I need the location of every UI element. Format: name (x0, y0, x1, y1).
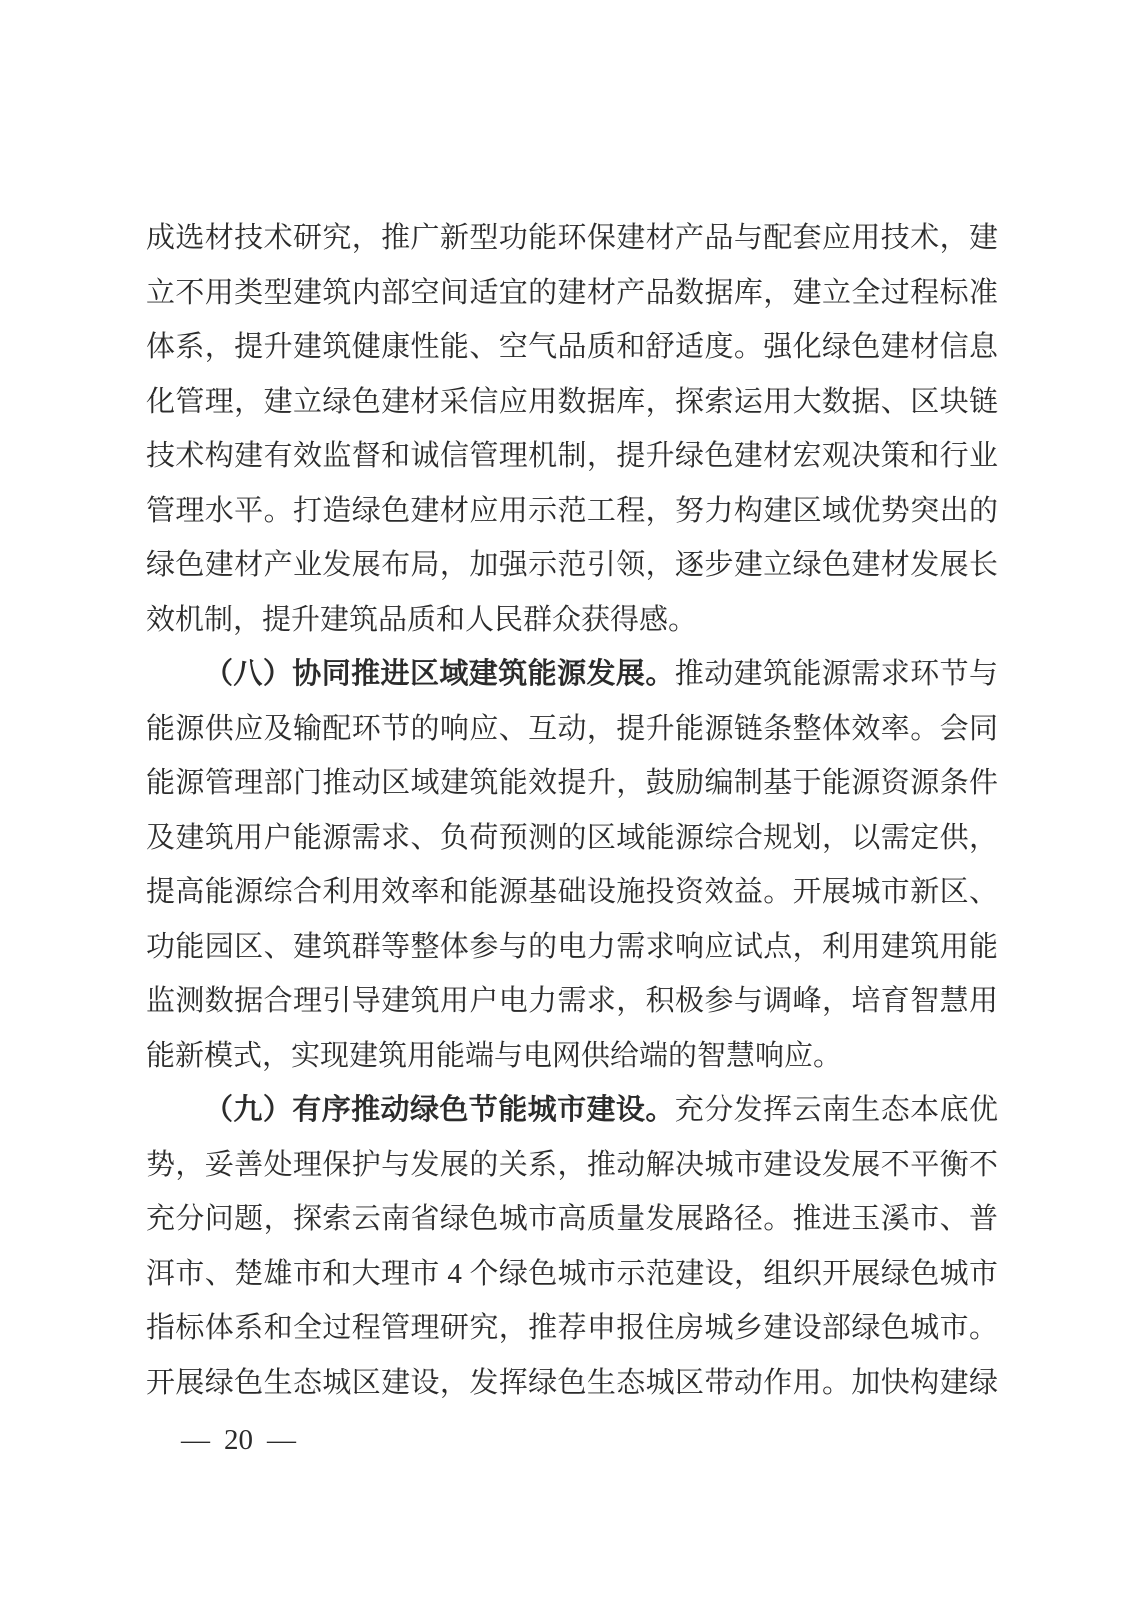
section-heading-run: （九）有序推动绿色节能城市建设。 (204, 1094, 675, 1126)
text-run: 成选材技术研究，推广新型功能环保建材产品与配套应用技术，建 (146, 222, 998, 254)
text-run: 提高能源综合利用效率和能源基础设施投资效益。开展城市新区、 (146, 876, 998, 908)
text-line (146, 974, 998, 1029)
text-run: 技术构建有效监督和诚信管理机制，提升绿色建材宏观决策和行业 (146, 440, 998, 472)
text-line (146, 865, 998, 920)
text-run: 能源管理部门推动区域建筑能效提升，鼓励编制基于能源资源条件 (146, 767, 998, 799)
text-line (146, 811, 998, 866)
text-run: 能新模式，实现建筑用能端与电网供给端的智慧响应。 (146, 1039, 843, 1072)
text-run: 充分发挥云南生态本底优 (674, 1094, 998, 1126)
text-run: 绿色建材产业发展布局，加强示范引领，逐步建立绿色建材发展长 (146, 549, 998, 581)
page-footer (181, 1413, 296, 1467)
document-body (146, 211, 998, 1410)
text-run: 推动建筑能源需求环节与 (674, 658, 998, 690)
text-run: 功能园区、建筑群等整体参与的电力需求响应试点，利用建筑用能 (146, 930, 998, 963)
section-heading-run: （八）协同推进区域建筑能源发展。 (204, 658, 675, 690)
text-line (146, 1029, 998, 1084)
text-run: 指标体系和全过程管理研究，推荐申报住房城乡建设部绿色城市。 (146, 1312, 998, 1344)
text-line (146, 211, 998, 266)
text-line (146, 1138, 998, 1193)
text-run: 效机制，提升建筑品质和人民群众获得感。 (146, 603, 698, 636)
footer-dash-right: — (267, 1424, 296, 1456)
text-line (146, 266, 998, 321)
text-run: 能源供应及输配环节的响应、互动，提升能源链条整体效率。会同 (146, 712, 998, 745)
text-run: 及建筑用户能源需求、负荷预测的区域能源综合规划，以需定供， (146, 821, 998, 854)
text-line (146, 1356, 998, 1411)
text-line (146, 593, 998, 648)
page-number: 20 (224, 1424, 253, 1456)
text-line (146, 1083, 998, 1138)
text-line (146, 647, 998, 702)
text-line (146, 756, 998, 811)
text-line (146, 1247, 998, 1302)
text-run: 管理水平。打造绿色建材应用示范工程，努力构建区域优势突出的 (146, 494, 998, 527)
text-line (146, 538, 998, 593)
text-run: 开展绿色生态城区建设，发挥绿色生态城区带动作用。加快构建绿 (146, 1366, 998, 1399)
text-line (146, 1301, 998, 1356)
text-run: 立不用类型建筑内部空间适宜的建材产品数据库，建立全过程标准 (146, 276, 998, 309)
text-line (146, 702, 998, 757)
text-run: 监测数据合理引导建筑用户电力需求，积极参与调峰，培育智慧用 (146, 985, 998, 1017)
text-line (146, 484, 998, 539)
text-run: 洱市、楚雄市和大理市 4 个绿色城市示范建设，组织开展绿色城市 (146, 1257, 998, 1290)
text-line (146, 1192, 998, 1247)
text-line (146, 320, 998, 375)
text-line (146, 375, 998, 430)
footer-dash-left: — (181, 1424, 210, 1456)
text-run: 化管理，建立绿色建材采信应用数据库，探索运用大数据、区块链 (146, 385, 998, 418)
text-run: 充分问题，探索云南省绿色城市高质量发展路径。推进玉溪市、普 (146, 1203, 998, 1235)
text-line (146, 429, 998, 484)
text-line (146, 920, 998, 975)
text-run: 体系，提升建筑健康性能、空气品质和舒适度。强化绿色建材信息 (146, 331, 998, 363)
text-run: 势，妥善处理保护与发展的关系，推动解决城市建设发展不平衡不 (146, 1148, 998, 1181)
